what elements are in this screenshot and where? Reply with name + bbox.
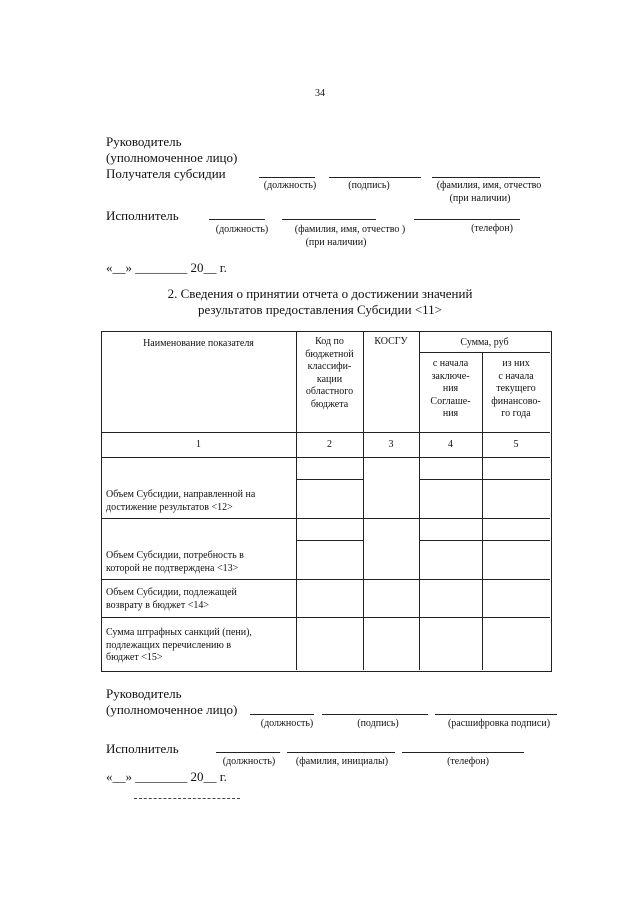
table-row-label <box>106 489 294 514</box>
row-label-line: достижение результатов <12> <box>106 501 233 513</box>
footnote-separator <box>134 798 240 799</box>
header-code-line: бюджетной <box>305 348 354 360</box>
row-label-line: возврату в бюджет <14> <box>106 599 209 611</box>
section-title-line-2: результатов предоставления Субсидии <11> <box>197 302 443 317</box>
executor-phone-line <box>402 752 524 753</box>
fio-line <box>432 177 540 178</box>
numbers-bottom-line <box>101 457 550 458</box>
caption-fio-1: (фамилия, имя, отчество ) <box>294 224 406 235</box>
caption-position: (должность) <box>260 718 314 729</box>
col-divider <box>363 331 364 670</box>
row-label-line: Объем Субсидии, подлежащей <box>106 587 237 598</box>
caption-fio-1: (фамилия, имя, отчество <box>436 180 542 191</box>
header-sum-year-line: го года <box>501 408 531 419</box>
header-sum: Сумма, руб <box>460 337 509 348</box>
executor-fio-line <box>282 219 376 220</box>
executor-position-line <box>216 752 280 753</box>
role-line-3: Получателя субсидии <box>106 166 226 181</box>
caption-signature: (подпись) <box>348 180 390 191</box>
caption-phone: (телефон) <box>471 223 513 234</box>
executor-position-line <box>209 219 265 220</box>
header-sum-start-line: ния <box>442 383 459 394</box>
caption-fio-2: (при наличии) <box>449 193 511 204</box>
caption-phone: (телефон) <box>447 756 489 767</box>
row-label-line: которой не подтверждена <13> <box>106 562 239 574</box>
caption-position: (должность) <box>222 756 276 767</box>
executor-label: Исполнитель <box>106 741 179 756</box>
signature-line <box>322 714 428 715</box>
header-bottom-line <box>101 432 550 433</box>
row-line <box>101 579 550 580</box>
header-code-line: классифи- <box>307 361 352 372</box>
header-code-line: областного <box>305 386 354 397</box>
col-number-2: 2 <box>327 439 332 450</box>
subrow-line <box>419 540 550 541</box>
role-line-1: Руководитель <box>106 686 182 701</box>
position-line <box>259 177 315 178</box>
date-line-1: «__» ________ 20__ г. <box>106 260 227 275</box>
executor-label: Исполнитель <box>106 208 179 223</box>
row-label-line: Объем Субсидии, потребность в <box>106 550 244 561</box>
position-line <box>250 714 314 715</box>
col-number-4: 4 <box>448 439 453 450</box>
header-sum-start-line: Соглаше- <box>430 395 471 407</box>
header-sum-year-line: текущего <box>496 383 536 394</box>
role-line-2: (уполномоченное лицо) <box>106 150 238 165</box>
row-label-line: подлежащих перечислению в <box>106 639 232 651</box>
header-sum-year-line: с начала <box>498 370 534 382</box>
col-number-1: 1 <box>196 439 201 450</box>
executor-phone-line <box>414 219 520 220</box>
row-line <box>101 617 550 618</box>
row-label-line: бюджет <15> <box>106 652 163 663</box>
header-sum-year-line: финансово- <box>491 395 541 407</box>
caption-position: (должность) <box>263 180 317 191</box>
row-label-line: Сумма штрафных санкций (пени), <box>106 627 252 638</box>
subrow-line <box>296 540 363 541</box>
header-sum-year <box>482 358 550 421</box>
executor-fio-line <box>287 752 395 753</box>
role-line-1: Руководитель <box>106 134 182 149</box>
caption-fio: (фамилия, инициалы) <box>295 756 389 767</box>
header-sum-year-line: из них <box>502 358 530 369</box>
table-row-label <box>106 627 294 665</box>
table-row-label <box>106 587 294 612</box>
header-code <box>296 336 363 411</box>
header-code-line: кации <box>316 373 343 385</box>
section-title-line-1: 2. Сведения о принятии отчета о достижении значений <box>167 286 473 301</box>
header-code-line: Код по <box>315 336 344 347</box>
col-number-5: 5 <box>513 439 519 450</box>
table-row-label <box>106 550 294 575</box>
col-number-3: 3 <box>388 439 394 450</box>
subrow-line <box>419 479 550 480</box>
caption-position: (должность) <box>215 224 269 235</box>
role-line-2: (уполномоченное лицо) <box>106 702 238 717</box>
header-sum-start <box>419 358 482 421</box>
header-kosgu: КОСГУ <box>374 336 408 347</box>
header-sum-start-line: заключе- <box>431 370 470 382</box>
subrow-line <box>296 479 363 480</box>
sum-subheader-line <box>419 352 550 353</box>
header-code-line: бюджета <box>310 398 349 410</box>
header-sum-start-line: с начала <box>432 358 469 369</box>
page-number: 34 <box>315 88 325 99</box>
header-name: Наименование показателя <box>143 338 254 349</box>
row-line <box>101 518 550 519</box>
signature-line <box>329 177 421 178</box>
decode-line <box>435 714 557 715</box>
caption-fio-2: (при наличии) <box>305 237 367 248</box>
header-sum-start-line: ния <box>442 408 459 419</box>
caption-signature: (подпись) <box>357 718 399 729</box>
row-label-line: Объем Субсидии, направленной на <box>106 489 256 500</box>
caption-decode: (расшифровка подписи) <box>447 718 551 729</box>
date-line-2: «__» ________ 20__ г. <box>106 769 227 784</box>
